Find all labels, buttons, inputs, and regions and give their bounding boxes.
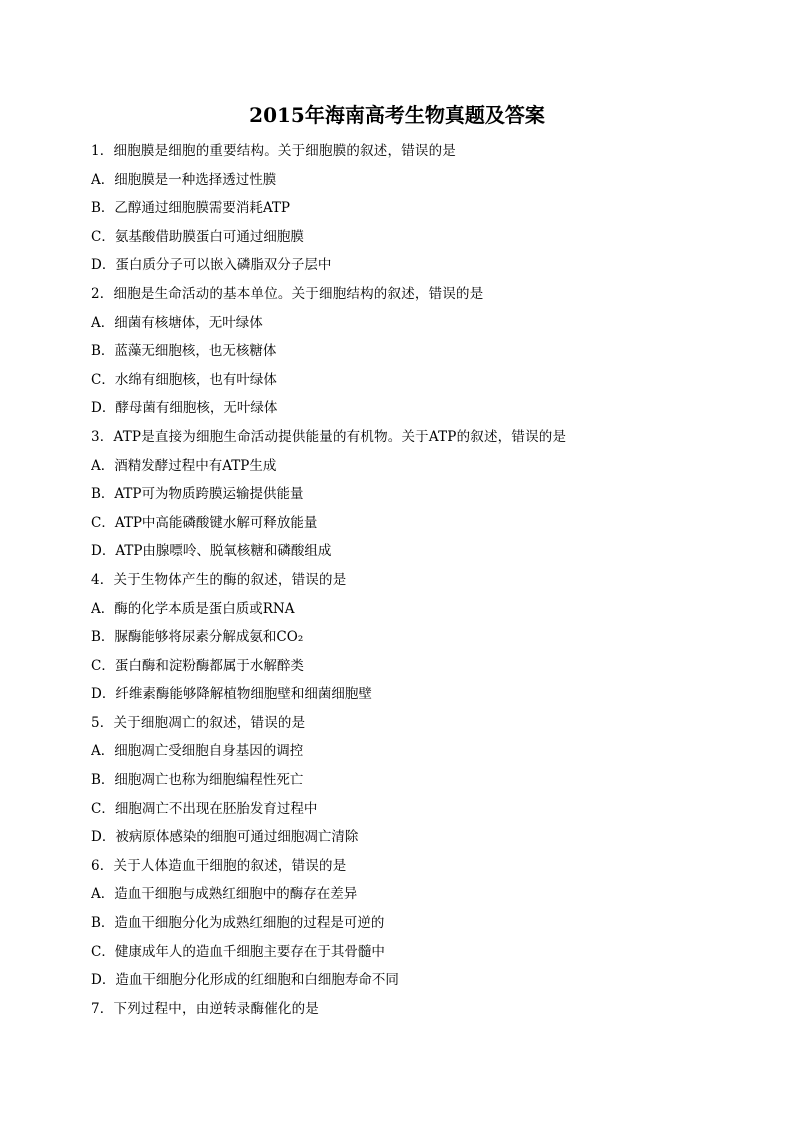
answer-option: B．脲酶能够将尿素分解成氨和CO₂ xyxy=(91,629,304,646)
answer-option: C．ATP中高能磷酸键水解可释放能量 xyxy=(91,514,318,531)
question-stem: 4．关于生物体产生的酶的叙述，错误的是 xyxy=(91,571,347,588)
answer-option: D．造血干细胞分化形成的红细胞和白细胞寿命不同 xyxy=(91,972,399,989)
answer-option: C．水绵有细胞核，也有叶绿体 xyxy=(91,371,277,388)
question-stem: 2．细胞是生命活动的基本单位。关于细胞结构的叙述，错误的是 xyxy=(91,285,484,302)
answer-option: B．造血干细胞分化为成熟红细胞的过程是可逆的 xyxy=(91,915,385,932)
answer-option: A．细胞膜是一种选择透过性膜 xyxy=(91,171,277,188)
answer-option: B．蓝藻无细胞核，也无核糖体 xyxy=(91,343,277,360)
question-list xyxy=(91,137,751,1023)
answer-option: A．细菌有核塘体，无叶绿体 xyxy=(91,314,263,331)
answer-option: B．乙醇通过细胞膜需要消耗ATP xyxy=(91,200,291,217)
page-title: 2015年海南高考生物真题及答案 xyxy=(249,103,545,127)
answer-option: C．细胞凋亡不出现在胚胎发育过程中 xyxy=(91,800,318,817)
answer-option: B．ATP可为物质跨膜运输提供能量 xyxy=(91,486,304,503)
question-stem: 1．细胞膜是细胞的重要结构。关于细胞膜的叙述，错误的是 xyxy=(91,143,456,159)
answer-option: D．纤维素酶能够降解植物细胞壁和细菌细胞壁 xyxy=(91,686,372,703)
answer-option: D．被病原体感染的细胞可通过细胞凋亡清除 xyxy=(91,829,359,846)
question-stem: 6．关于人体造血干细胞的叙述，错误的是 xyxy=(91,857,347,874)
question-stem: 7．下列过程中，由逆转录酶催化的是 xyxy=(91,1000,319,1017)
answer-option: C．蛋白酶和淀粉酶都属于水解醉类 xyxy=(91,657,304,674)
answer-option: A．酶的化学本质是蛋白质或RNA xyxy=(91,600,295,617)
answer-option: C．健康成年人的造血千细胞主要存在于其骨髓中 xyxy=(91,943,385,960)
answer-option: D．酵母菌有细胞核，无叶绿体 xyxy=(91,400,278,417)
answer-option: D．ATP由腺嘌呤、脱氧核糖和磷酸组成 xyxy=(91,543,332,560)
answer-option: A．造血干细胞与成熟红细胞中的酶存在差异 xyxy=(91,886,358,903)
question-stem: 5．关于细胞凋亡的叙述，错误的是 xyxy=(91,714,306,731)
answer-option: C．氨基酸借助膜蛋白可通过细胞膜 xyxy=(91,228,304,245)
answer-option: A．酒精发酵过程中有ATP生成 xyxy=(91,457,277,474)
question-stem: 3．ATP是直接为细胞生命活动提供能量的有机物。关于ATP的叙述，错误的是 xyxy=(91,428,567,445)
answer-option: D．蛋白质分子可以嵌入磷脂双分子层中 xyxy=(91,257,332,274)
answer-option: B．细胞凋亡也称为细胞编程性死亡 xyxy=(91,772,304,789)
answer-option: A．细胞凋亡受细胞自身基因的调控 xyxy=(91,743,304,760)
